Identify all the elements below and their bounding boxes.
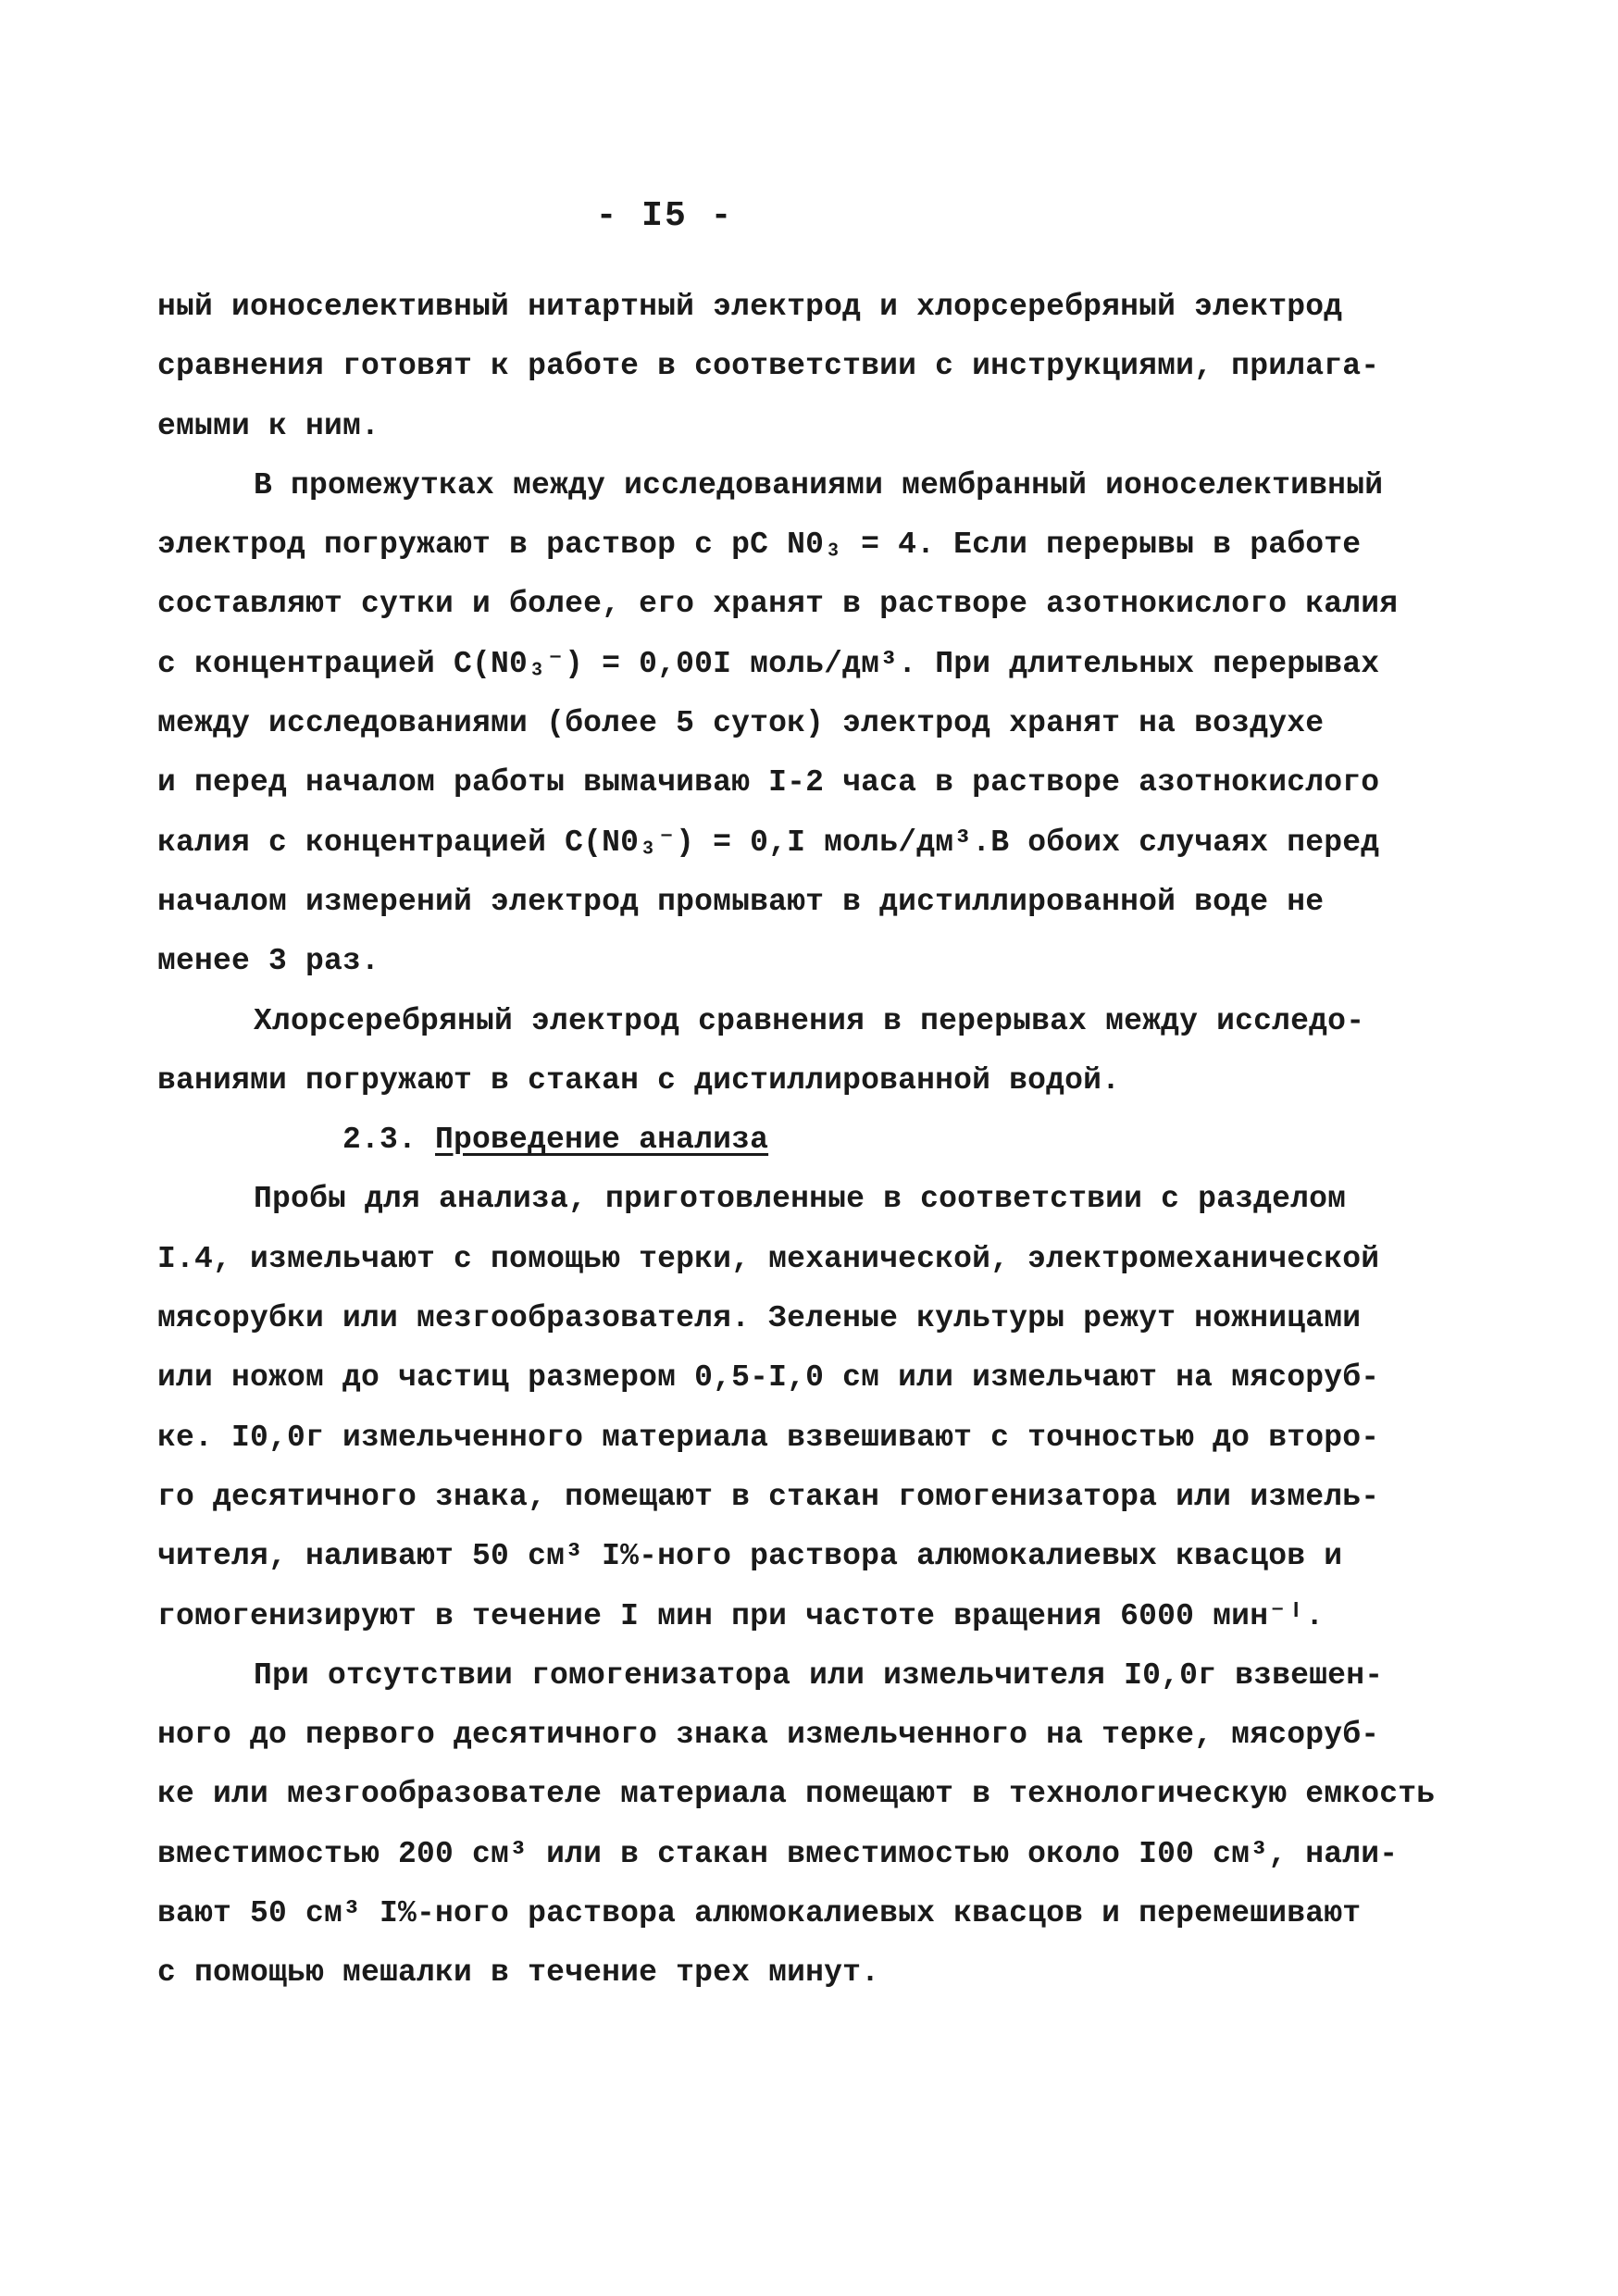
text-line: электрод погружают в раствор с pC N0₃ = 4. Если перерывы в работе [157, 527, 1362, 563]
text-line: сравнения готовят к работе в соответствии с инструкциями, прилага- [157, 349, 1380, 384]
text-line: началом измерений электрод промывают в дистиллированной воде не [157, 884, 1325, 919]
text-line: Пробы для анализа, приготовленные в соответствии с разделом [254, 1182, 1347, 1217]
text-line: ного до первого десятичного знака измельченного на терке, мясоруб- [157, 1718, 1380, 1753]
text-line: с концентрацией C(N0₃⁻) = 0,00I моль/дм³. При длительных перерывах [157, 646, 1380, 681]
text-line: между исследованиями (более 5 суток) электрод хранят на воздухе [157, 706, 1325, 741]
section-number: 2.3. [342, 1123, 417, 1158]
document-body [157, 278, 1444, 2004]
text-line: ваниями погружают в стакан с дистиллированной водой. [157, 1062, 1121, 1098]
text-line: и перед началом работы вымачиваю I-2 часа в растворе азотнокислого [157, 765, 1380, 800]
text-line: вают 50 см³ I%-ного раствора алюмокалиевых квасцов и перемешивают [157, 1896, 1362, 1931]
text-line: гомогенизируют в течение I мин при частоте вращения 6000 мин⁻ᴵ. [157, 1598, 1325, 1633]
text-line: емыми к ним. [157, 408, 380, 443]
text-line: менее 3 раз. [157, 944, 380, 979]
text-line: или ножом до частиц размером 0,5-I,0 см или измельчают на мясоруб- [157, 1360, 1380, 1396]
text-line: При отсутствии гомогенизатора или измельчителя I0,0г взвешен- [254, 1657, 1384, 1693]
text-line: вместимостью 200 см³ или в стакан вместимостью около I00 см³, нали- [157, 1836, 1399, 1871]
text-line: мясорубки или мезгообразователя. Зеленые культуры режут ножницами [157, 1301, 1362, 1336]
text-line: го десятичного знака, помещают в стакан гомогенизатора или измель- [157, 1479, 1380, 1514]
text-line: чителя, наливают 50 см³ I%-ного раствора алюмокалиевых квасцов и [157, 1539, 1343, 1574]
text-line: составляют сутки и более, его хранят в растворе азотнокислого калия [157, 587, 1399, 622]
text-line: калия с концентрацией C(N0₃⁻) = 0,I моль/дм³.В обоих случаях перед [157, 825, 1380, 860]
text-line: В промежутках между исследованиями мембранный ионоселективный [254, 467, 1384, 503]
text-line: с помощью мешалки в течение трех минут. [157, 1955, 880, 1991]
page-number: - I5 - [595, 196, 734, 236]
section-heading [157, 1111, 1444, 1170]
text-line: ке. I0,0г измельченного материала взвешивают с точностью до второ- [157, 1420, 1380, 1455]
text-line: Хлорсеребряный электрод сравнения в перерывах между исследо- [254, 1003, 1365, 1038]
section-title: Проведение анализа [435, 1123, 769, 1158]
text-line: ке или мезгообразователе материала помещают в технологическую емкость [157, 1777, 1436, 1812]
text-line: ный ионоселективный нитартный электрод и хлорсеребряный электрод [157, 290, 1343, 324]
text-line: I.4, измельчают с помощью терки, механической, электромеханической [157, 1241, 1380, 1276]
